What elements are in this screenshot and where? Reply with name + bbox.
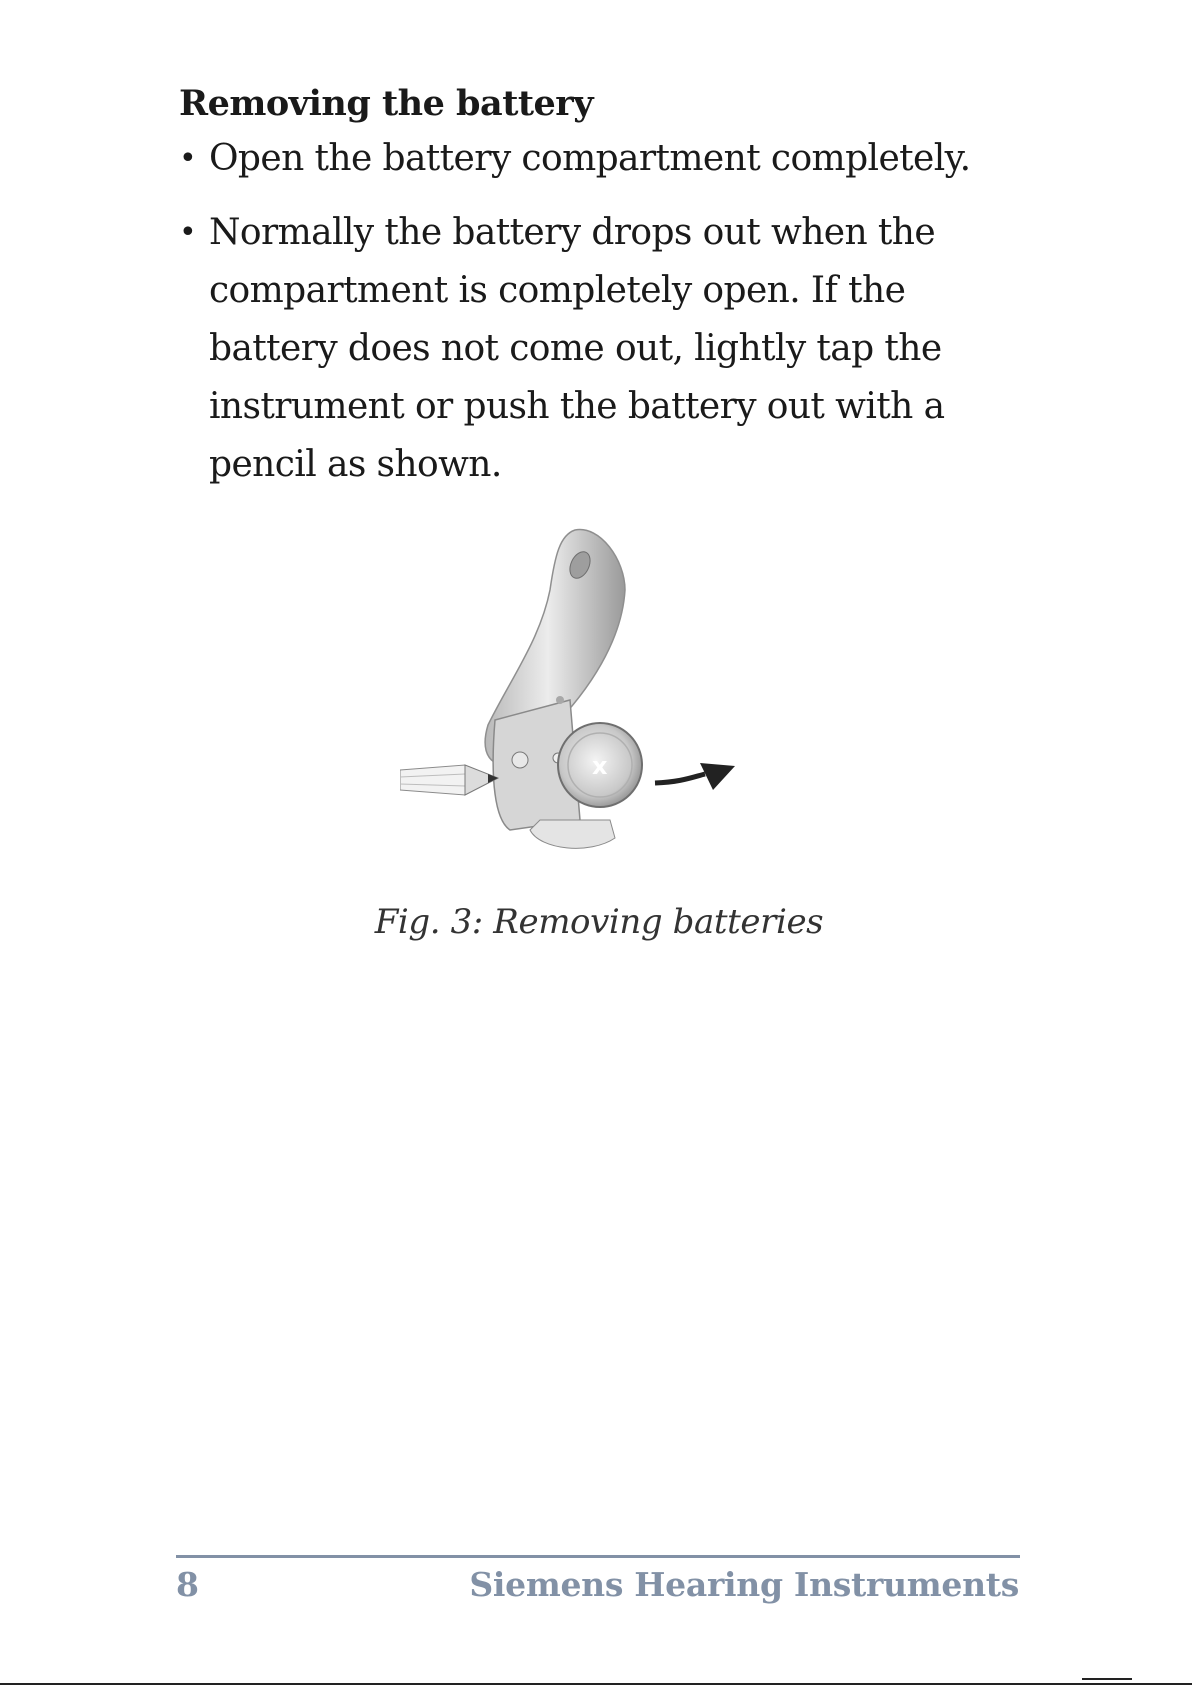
bullet-icon: •	[179, 215, 197, 250]
page-edge-mark	[1082, 1678, 1132, 1680]
arrow-right-icon	[655, 763, 735, 790]
step-text: Normally the battery drops out when the compartment is completely open. If the battery does not come out, lightly tap the instrument or push the battery out with a pencil as shown.	[209, 212, 945, 485]
list-item	[179, 130, 1039, 188]
steps-list	[179, 130, 1039, 494]
page-number: 8	[176, 1565, 199, 1604]
hearing-aid-illustration	[400, 520, 780, 860]
step-text: Open the battery compartment completely.	[209, 138, 971, 179]
battery-door	[530, 820, 615, 848]
footer-divider	[176, 1555, 1020, 1558]
pencil-icon	[400, 765, 498, 795]
page-content	[179, 78, 1039, 494]
figure-caption: Fig. 3: Removing batteries	[374, 902, 824, 942]
battery-removal-figure	[400, 520, 780, 860]
section-heading: Removing the battery	[179, 83, 594, 124]
footer-brand: Siemens Hearing Instruments	[469, 1565, 1019, 1604]
bullet-icon: •	[179, 141, 197, 176]
battery-mark: x	[592, 752, 608, 780]
list-item	[179, 204, 1039, 494]
